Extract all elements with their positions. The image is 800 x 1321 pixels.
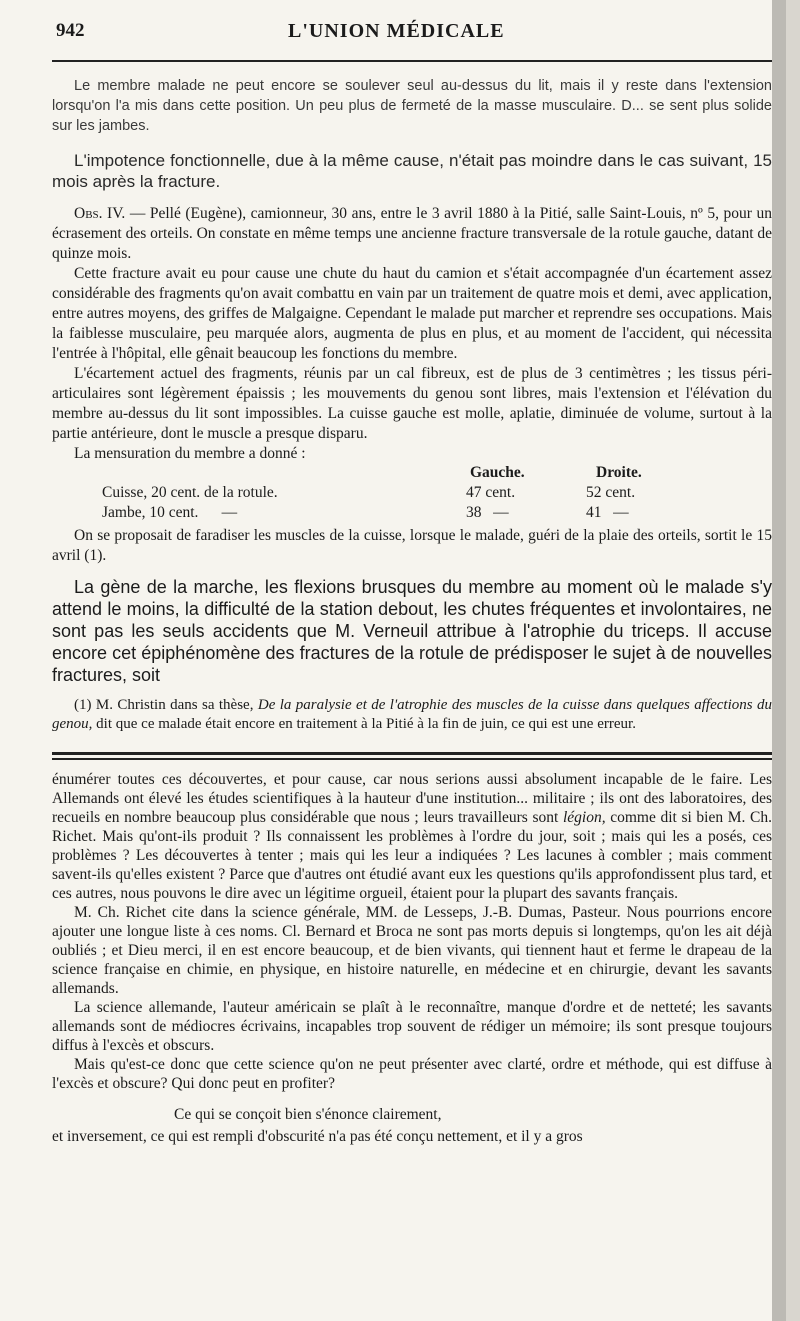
journal-title: L'UNION MÉDICALE xyxy=(288,20,505,42)
page-number: 942 xyxy=(56,20,85,41)
last-line: et inversement, ce qui est rempli d'obscurité n'a pas été conçu nettement, et il y a gros xyxy=(52,1128,583,1145)
intro-paragraph: Le membre malade ne peut encore se soulever seul au-dessus du lit, mais il y reste dans l'extension lorsqu'on l'a mis dans cette position. Un peu plus de fermeté de la masse musculaire. D... se sent plus solide sur les jambes. xyxy=(52,78,772,134)
measurement-col-right: Droite. xyxy=(596,464,642,481)
boileau-quote: Ce qui se conçoit bien s'énonce clairement, xyxy=(174,1106,442,1123)
lower-paragraph-4: Mais qu'est-ce donc que cette science qu'on ne peut présenter avec clarté, ordre et méthode, qui est diffuse à l'excès et obscure? Qui donc peut en profiter? xyxy=(52,1056,772,1092)
observation-conclusion: On se proposait de faradiser les muscles de la cuisse, lorsque le malade, guéri de la plaie des orteils, sortit le 15 avril (1). xyxy=(52,527,772,564)
measurement-left: 47 cent. xyxy=(466,484,516,501)
observation-paragraph-2: Cette fracture avait eu pour cause une chute du haut du camion et s'était accompagnée d'un écartement assez considérable des fragments qu'on avait combattu en vain par un traitement de quatre mois et demi, avec application, entre autres moyens, des griffes de Malgaigne. Cependant le malade put marcher et reprendre ses occupations. Mais la faiblesse musculaire, peu marquée alors, augmenta de plus en plus, et au moment de l'accident, qui nécessita l'entrée à l'hôpital, elle gênait beaucoup les fonctions du membre. xyxy=(52,265,772,362)
page-edge-shadow xyxy=(772,0,786,1321)
section-separator xyxy=(52,752,772,760)
footnote-tail: dit que ce malade était encore en traitement à la Pitié à la fin de juin, ce qui est une erreur. xyxy=(92,716,636,732)
lower-paragraph-2: M. Ch. Richet cite dans la science générale, MM. de Lesseps, J.-B. Dumas, Pasteur. Nous pourrions encore ajouter une longue liste à ces noms. Cl. Bernard et Broca ne sont pas morts depuis si longtemps, qu'on les ait déjà oubliés ; et Dieu merci, il en est encore beaucoup, et de bien vivants, qui tiennent haut et ferme le drapeau de la science française en chimie, en physique, en histoire naturelle, en médecine et en chirurgie, devant les savants allemands. xyxy=(52,904,772,997)
observation-paragraph-3: L'écartement actuel des fragments, réunis par un cal fibreux, est de plus de 3 centimètres ; les tissus péri-articulaires sont légèrement épaissis ; les mouvements du genou sont libres, mais l'extension et l'élévation du membre au-dessus du lit sont impossibles. La cuisse gauche est molle, aplatie, diminuée de volume, surtout à la partie antérieure, dont le muscle a presque disparu. xyxy=(52,365,772,442)
transition-paragraph: L'impotence fonctionnelle, due à la même cause, n'était pas moindre dans le cas suivant, 15 mois après la fracture. xyxy=(52,151,772,191)
measurement-row xyxy=(52,484,772,504)
footnote-lead: (1) M. Christin dans sa thèse, xyxy=(74,697,258,713)
header-rule xyxy=(52,60,772,62)
observation-text-1: — Pellé (Eugène), camionneur, 30 ans, entre le 3 avril 1880 à la Pitié, salle Saint-Louis, nº 5, pour un écrasement des orteils. On constate en même temps une ancienne fracture transversale de la rotule gauche, datant de quinze mois. xyxy=(52,205,773,262)
measurement-col-left: Gauche. xyxy=(470,464,525,481)
page-header xyxy=(52,20,772,48)
lower-text-tail: comme dit si bien M. Ch. Richet. Mais qu'ont-ils produit ? Ils connaissent les problèmes à l'ordre du jour, soit ; mais qui les a posés, ces problèmes ? Les découvertes à tenter ; mais qui les leur a indiquées ? Les lacunes à combler ; mais comment savent-ils qu'elles existent ? Parce que d'autres ont étudié avant eux les questions qu'ils approfondissent plus tard, et ces autres, nous pouvons le dire avec un légitime orgueil, étaient pour la plupart des savants français. xyxy=(52,809,772,902)
observation-paragraph-4: La mensuration du membre a donné : xyxy=(74,445,306,462)
measurement-right: 41 — xyxy=(586,504,629,521)
measurement-right: 52 cent. xyxy=(586,484,636,501)
footnote-title: De la paralysie et de l'atrophie des muscles de la cuisse dans quelques affections du genou, xyxy=(52,697,772,732)
lower-paragraph-1 xyxy=(52,770,772,903)
measurement-row xyxy=(52,504,772,524)
lower-paragraph-3: La science allemande, l'auteur américain se plaît à le reconnaître, manque d'ordre et de netteté; les savants allemands sont de médiocres écrivains, incapables trop souvent de rédiger un mémoire; ils sont presque toujours diffus à l'excès et obscurs. xyxy=(52,999,772,1054)
observation-paragraph-1 xyxy=(52,204,772,264)
measurement-header xyxy=(52,464,772,484)
measurement-left: 38 — xyxy=(466,504,509,521)
measurement-label: Cuisse, 20 cent. de la rotule. xyxy=(102,484,278,501)
footnote xyxy=(52,696,772,734)
lower-text-italic: légion, xyxy=(562,809,606,826)
main-paragraph: La gène de la marche, les flexions brusques du membre au moment où le malade s'y attend le moins, la difficulté de la station debout, les chutes fréquentes et involontaires, ne sont pas les seuls accidents que M. Verneuil attribue à l'atrophie du triceps. Il accuse encore cet épiphénomène des fractures de la rotule de prédisposer le sujet à de nouvelles fractures, soit xyxy=(52,577,772,685)
lower-text-lead: énumérer toutes ces découvertes, et pour cause, car nous serions aussi absolument incapable de le faire. Les Allemands ont élevé les études scientifiques à la hauteur d'une institution... militaire ; ils ont des laboratoires, des recueils en nombre beaucoup plus considérable que nous ; leurs travailleurs sont xyxy=(52,771,772,826)
observation-label: Obs. IV. xyxy=(74,205,126,222)
measurement-label: Jambe, 10 cent. — xyxy=(102,504,238,521)
